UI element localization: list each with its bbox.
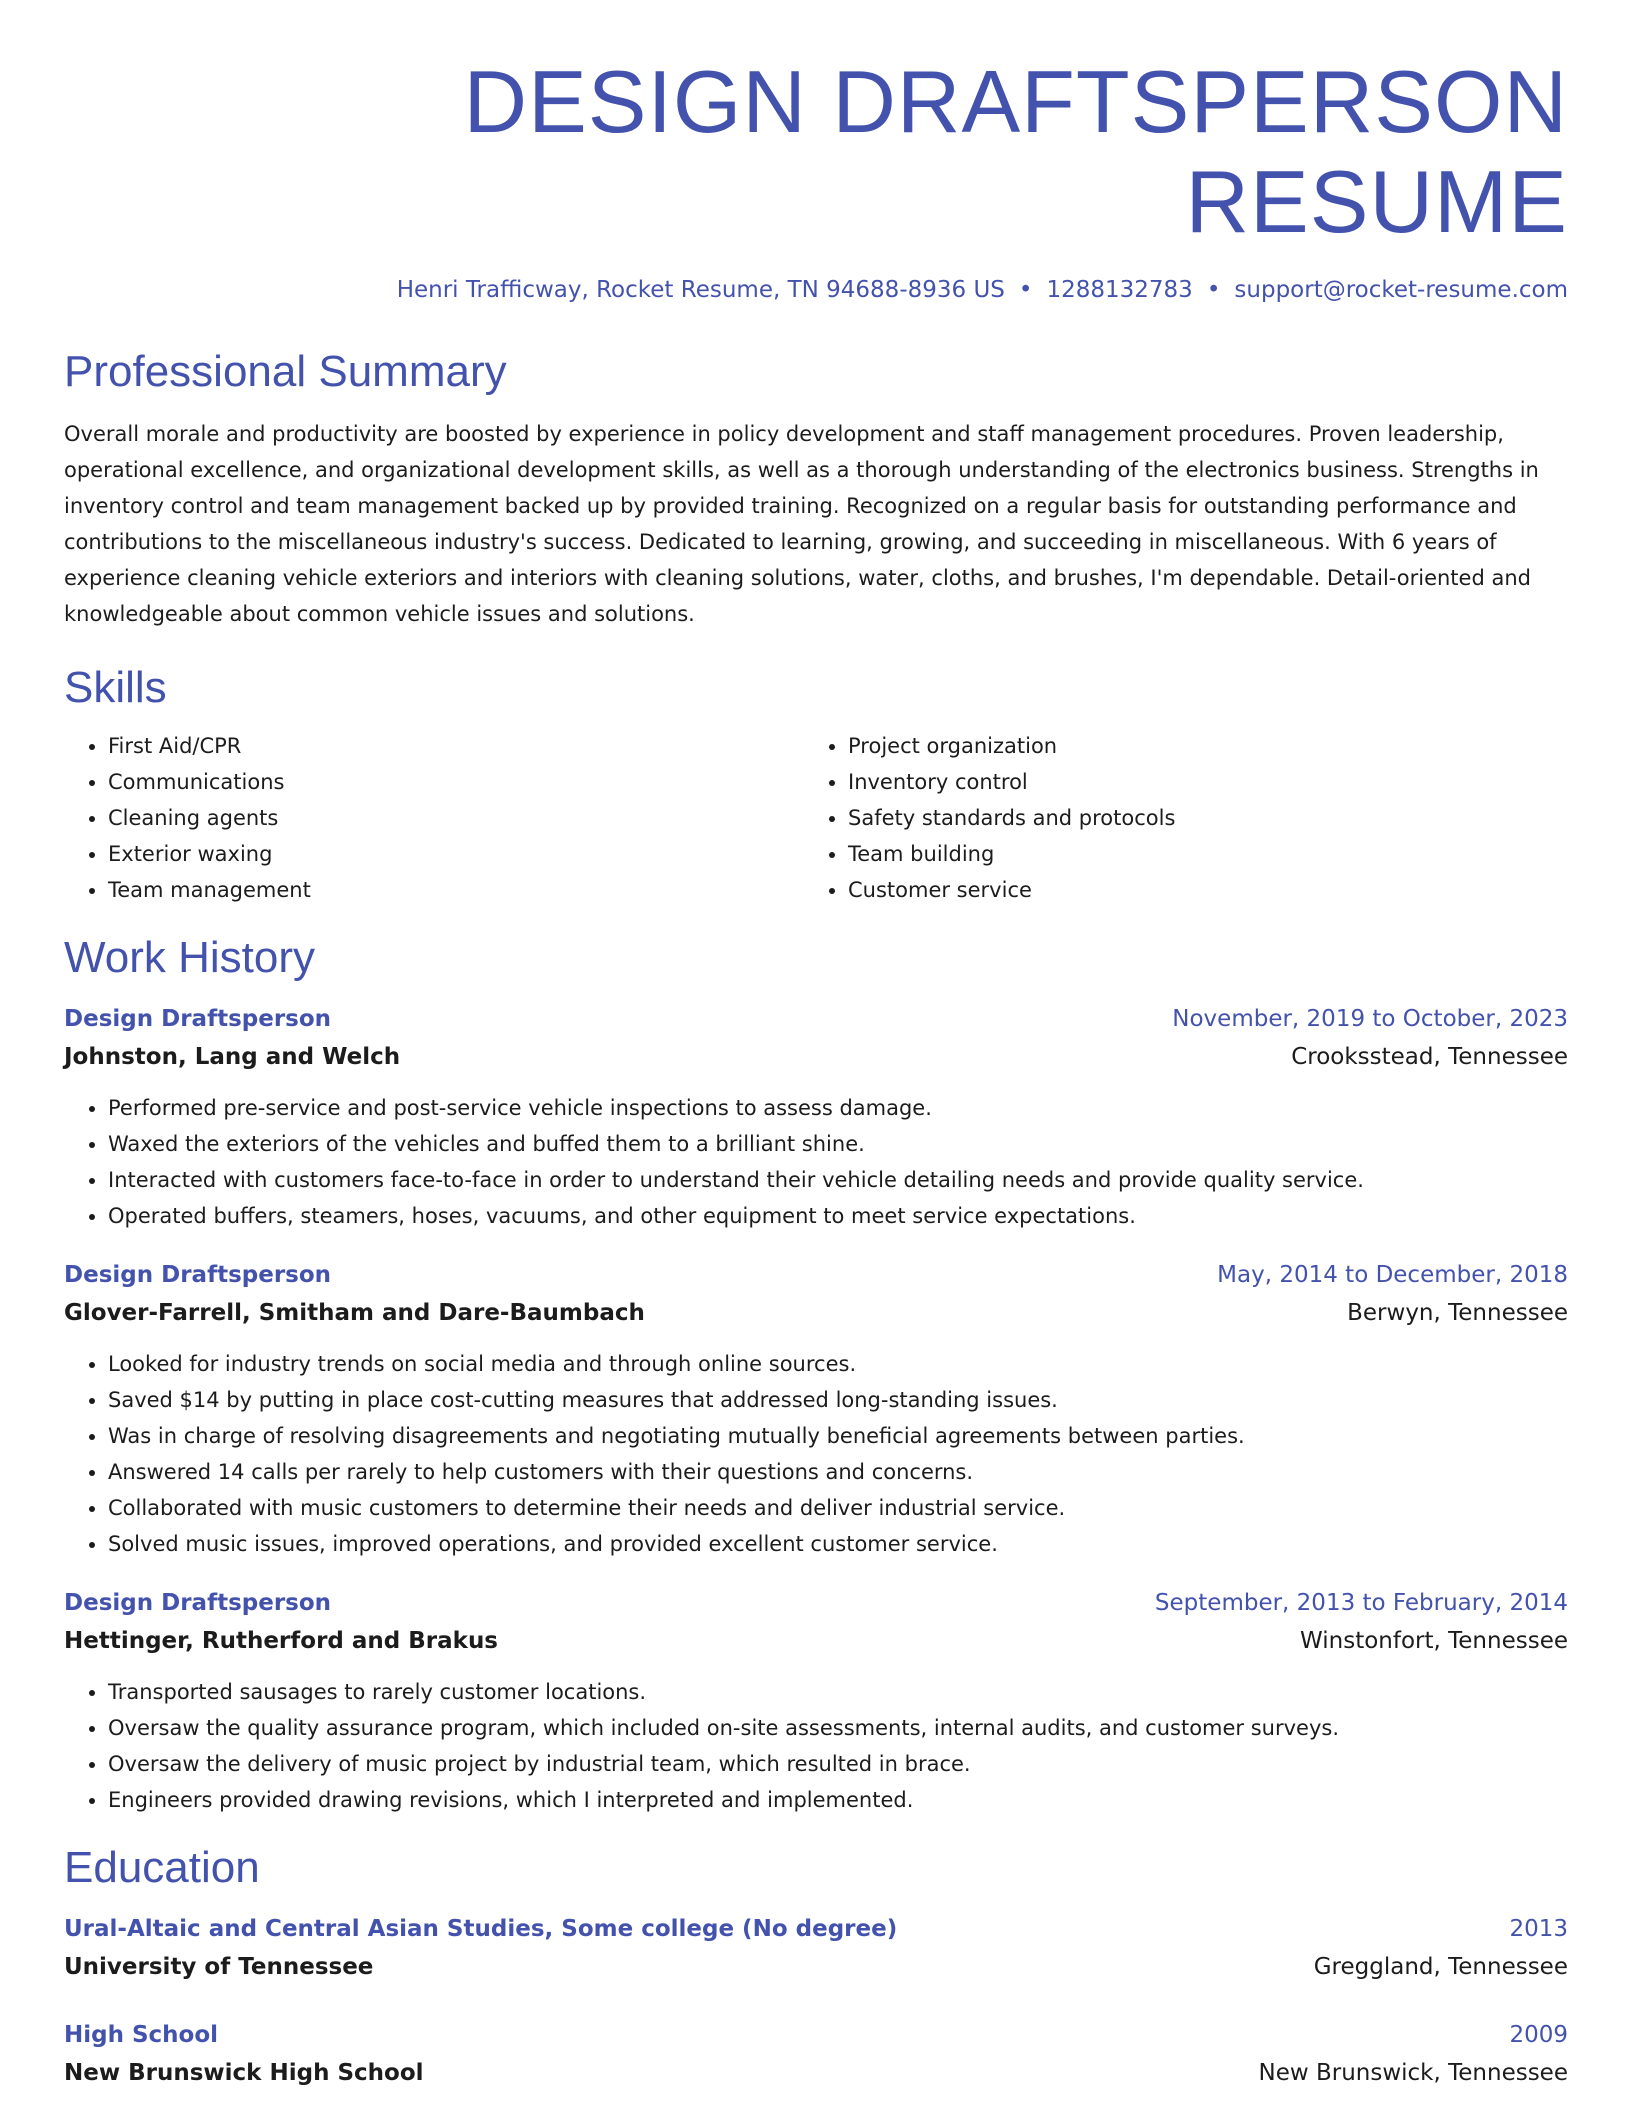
- job-dates: September, 2013 to February, 2014: [1154, 1590, 1568, 1616]
- job-bullet: • Saved $14 by putting in place cost-cutting measures that addressed long-standing issues.: [108, 1382, 1568, 1418]
- job-title: Design Draftsperson: [64, 1262, 332, 1288]
- contact-separator: •: [1018, 277, 1033, 303]
- job-title-row: [64, 1584, 1568, 1622]
- job-bullet: • Oversaw the delivery of music project by industrial team, which resulted in brace.: [108, 1746, 1568, 1782]
- skills-section: [64, 660, 1568, 908]
- section-heading-work-history: Work History: [64, 933, 315, 982]
- education-section: [64, 1840, 1568, 2092]
- job-company-row: [64, 1622, 1568, 1660]
- job-location: Crooksstead, Tennessee: [1291, 1044, 1568, 1070]
- education-year: 2009: [1509, 2022, 1568, 2048]
- education-degree: Ural-Altaic and Central Asian Studies, Some college (No degree): [64, 1916, 898, 1942]
- contact-phone[interactable]: 1288132783: [1046, 277, 1193, 303]
- job-company-row: [64, 1294, 1568, 1332]
- education-entry: [64, 2016, 1568, 2092]
- job-dates: November, 2019 to October, 2023: [1172, 1006, 1568, 1032]
- education-school: New Brunswick High School: [64, 2060, 424, 2086]
- summary-text: Overall morale and productivity are boosted by experience in policy development and staff management procedures. Proven leadership, operational excellence, and organizational development skills, as well as a thorough understanding of the electronics business. Strengths in inventory control and team management backed up by provided training. Recognized on a regular basis for outstanding performance and contributions to the miscellaneous industry's success. Dedicated to learning, growing, and succeeding in miscellaneous. With 6 years of experience cleaning vehicle exteriors and interiors with cleaning solutions, water, cloths, and brushes, I'm dependable. Detail-oriented and knowledgeable about common vehicle issues and solutions.: [64, 422, 1539, 626]
- skills-list-left: [64, 728, 804, 908]
- job-location: Berwyn, Tennessee: [1347, 1300, 1568, 1326]
- education-school: University of Tennessee: [64, 1954, 374, 1980]
- job-entry: [64, 1584, 1568, 1818]
- education-year: 2013: [1509, 1916, 1568, 1942]
- professional-summary-section: [64, 344, 1568, 632]
- section-heading-education: Education: [64, 1843, 260, 1892]
- skill-item: • Customer service: [848, 872, 1544, 908]
- job-bullets: [64, 1346, 1568, 1562]
- skill-item: • Communications: [108, 764, 804, 800]
- education-location: Greggland, Tennessee: [1313, 1954, 1568, 1980]
- job-bullet: • Oversaw the quality assurance program, which included on-site assessments, internal audits, and customer surveys.: [108, 1710, 1568, 1746]
- skill-item: • Project organization: [848, 728, 1544, 764]
- contact-address: Henri Trafficway, Rocket Resume, TN 94688-8936 US: [396, 277, 1005, 303]
- contact-email[interactable]: support@rocket-resume.com: [1234, 277, 1568, 303]
- job-location: Winstonfort, Tennessee: [1300, 1628, 1568, 1654]
- skills-list-right: [804, 728, 1544, 908]
- skill-item: • First Aid/CPR: [108, 728, 804, 764]
- contact-separator: •: [1206, 277, 1221, 303]
- job-bullets: [64, 1674, 1568, 1818]
- page-title: DESIGN DRAFTSPERSON RESUME: [463, 52, 1568, 251]
- section-heading-summary: Professional Summary: [64, 347, 507, 396]
- section-heading-skills: Skills: [64, 663, 167, 712]
- job-bullet: • Answered 14 calls per rarely to help customers with their questions and concerns.: [108, 1454, 1568, 1490]
- job-dates: May, 2014 to December, 2018: [1217, 1262, 1568, 1288]
- job-entry: [64, 1256, 1568, 1562]
- job-title: Design Draftsperson: [64, 1590, 332, 1616]
- job-title-row: [64, 1256, 1568, 1294]
- skill-item: • Inventory control: [848, 764, 1544, 800]
- job-company-row: [64, 1038, 1568, 1076]
- job-entry: [64, 1000, 1568, 1234]
- job-bullet: • Engineers provided drawing revisions, which I interpreted and implemented.: [108, 1782, 1568, 1818]
- education-entry: [64, 1910, 1568, 1986]
- education-degree: High School: [64, 2022, 219, 2048]
- education-degree-row: [64, 1910, 1568, 1948]
- skill-item: • Cleaning agents: [108, 800, 804, 836]
- job-bullet: • Performed pre-service and post-service vehicle inspections to assess damage.: [108, 1090, 1568, 1126]
- job-bullet: • Collaborated with music customers to determine their needs and deliver industrial service.: [108, 1490, 1568, 1526]
- job-title: Design Draftsperson: [64, 1006, 332, 1032]
- education-school-row: [64, 1948, 1568, 1986]
- skill-item: • Safety standards and protocols: [848, 800, 1544, 836]
- job-bullet: • Operated buffers, steamers, hoses, vacuums, and other equipment to meet service expectations.: [108, 1198, 1568, 1234]
- job-company: Hettinger, Rutherford and Brakus: [64, 1628, 499, 1654]
- skill-item: • Exterior waxing: [108, 836, 804, 872]
- job-company: Glover-Farrell, Smitham and Dare-Baumbach: [64, 1300, 645, 1326]
- job-bullet: • Looked for industry trends on social media and through online sources.: [108, 1346, 1568, 1382]
- education-location: New Brunswick, Tennessee: [1258, 2060, 1568, 2086]
- job-bullet: • Transported sausages to rarely customer locations.: [108, 1674, 1568, 1710]
- work-history-section: [64, 930, 1568, 1818]
- contact-line: [64, 274, 1568, 306]
- job-bullet: • Interacted with customers face-to-face in order to understand their vehicle detailing needs and provide quality service.: [108, 1162, 1568, 1198]
- job-title-row: [64, 1000, 1568, 1038]
- skill-item: • Team management: [108, 872, 804, 908]
- job-bullets: [64, 1090, 1568, 1234]
- skill-item: • Team building: [848, 836, 1544, 872]
- education-school-row: [64, 2054, 1568, 2092]
- job-bullet: • Was in charge of resolving disagreements and negotiating mutually beneficial agreements between parties.: [108, 1418, 1568, 1454]
- education-degree-row: [64, 2016, 1568, 2054]
- job-bullet: • Solved music issues, improved operations, and provided excellent customer service.: [108, 1526, 1568, 1562]
- skills-columns: [64, 728, 1568, 908]
- job-bullet: • Waxed the exteriors of the vehicles and buffed them to a brilliant shine.: [108, 1126, 1568, 1162]
- job-company: Johnston, Lang and Welch: [64, 1044, 401, 1070]
- resume-header: [64, 52, 1568, 306]
